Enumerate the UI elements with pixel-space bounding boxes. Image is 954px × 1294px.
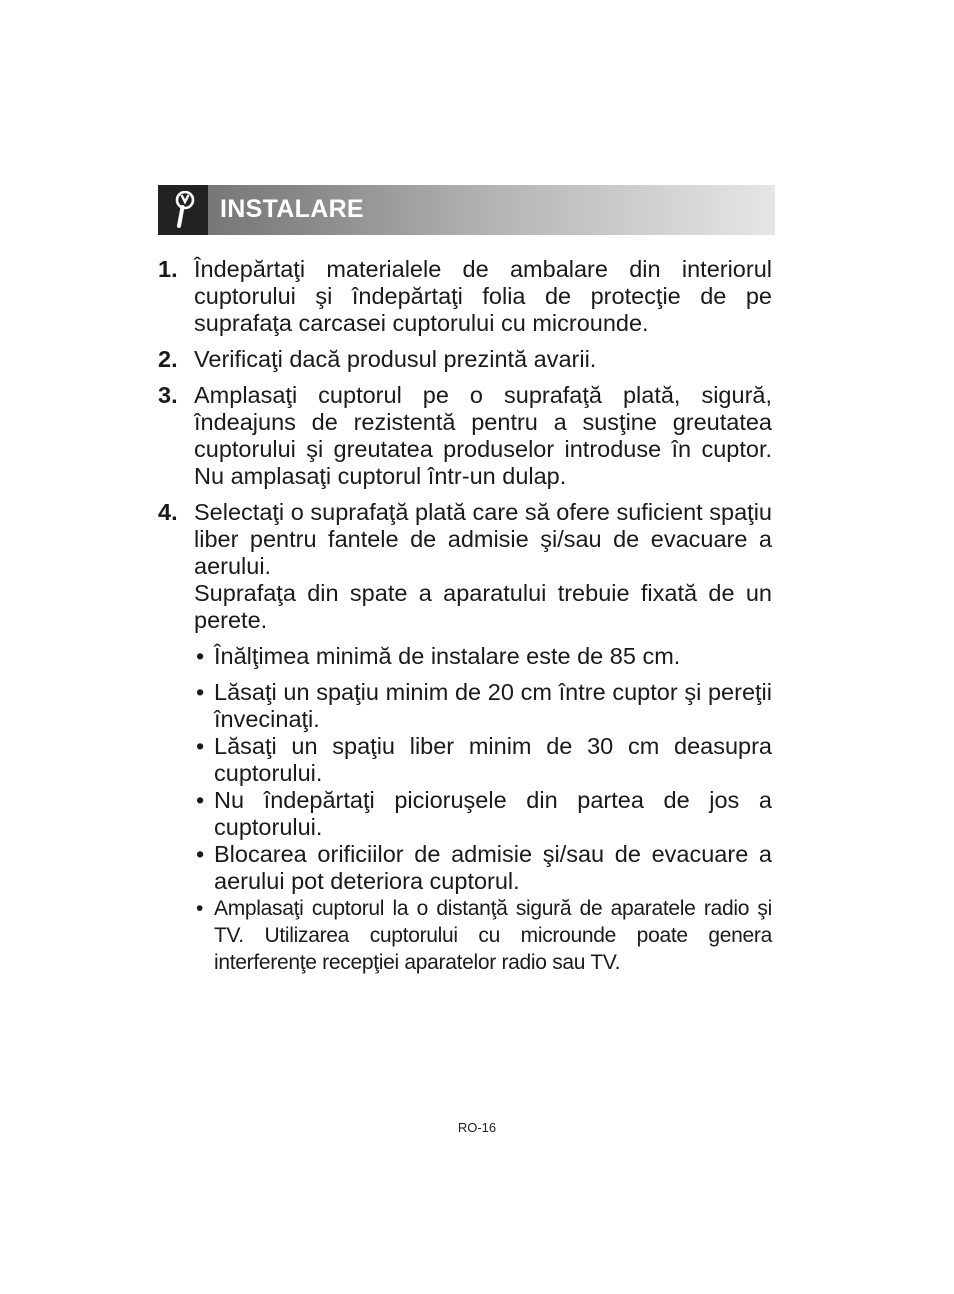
section-header xyxy=(158,185,775,235)
bullet-icon: • xyxy=(196,897,204,920)
list-item-text: Lăsaţi un spaţiu liber minim de 30 cm deasupra cuptorului. xyxy=(214,733,772,786)
list-item xyxy=(194,643,772,670)
list-item-text: Nu îndepărtaţi picioruşele din partea de jos a cuptorului. xyxy=(214,787,772,840)
list-item xyxy=(194,841,772,895)
bullet-icon: • xyxy=(196,841,205,867)
list-item-text: Amplasaţi cuptorul la o distanţă sigură de aparatele radio şi TV. Utilizarea cuptorului cu microunde poate genera interferenţe recepţiei aparatelor radio sau TV. xyxy=(214,897,772,974)
bullet-icon: • xyxy=(196,679,205,705)
installation-steps xyxy=(158,256,772,976)
step-text: Verificaţi dacă produsul prezintă avarii. xyxy=(194,346,597,372)
header-icon-box xyxy=(158,185,208,235)
list-item-text: Blocarea orificiilor de admisie şi/sau de evacuare a aerului pot deteriora cuptorul. xyxy=(214,841,772,894)
section-title: INSTALARE xyxy=(220,195,364,223)
bullet-icon: • xyxy=(196,787,205,813)
step-number: 3. xyxy=(158,382,178,408)
step-number: 4. xyxy=(158,499,178,525)
step-4 xyxy=(158,499,772,976)
list-item xyxy=(194,733,772,787)
step-1 xyxy=(158,256,772,337)
step-2 xyxy=(158,346,772,373)
step-text: Îndepărtaţi materialele de ambalare din interiorul cuptorului şi îndepărtaţi folia de protecţie de pe suprafaţa carcasei cuptorului cu microunde. xyxy=(194,256,772,336)
step-number: 2. xyxy=(158,346,178,372)
bullet-icon: • xyxy=(196,733,205,759)
list-item xyxy=(194,787,772,841)
list-item xyxy=(194,895,772,976)
list-item-text: Înălţimea minimă de instalare este de 85 cm. xyxy=(214,643,681,669)
bullet-icon: • xyxy=(196,643,205,669)
requirements-list xyxy=(194,643,772,976)
wrench-icon xyxy=(168,191,198,229)
list-item-text: Lăsaţi un spaţiu minim de 20 cm între cuptor şi pereţii învecinaţi. xyxy=(214,679,772,732)
page-number: RO-16 xyxy=(457,1120,497,1135)
step-number: 1. xyxy=(158,256,178,282)
step-text: Suprafaţa din spate a aparatului trebuie fixată de un perete. xyxy=(194,580,772,633)
step-3 xyxy=(158,382,772,490)
list-item xyxy=(194,679,772,733)
step-text: Selectaţi o suprafaţă plată care să ofere suficient spaţiu liber pentru fantele de admisie şi/sau de evacuare a aerului. xyxy=(194,499,772,579)
step-text: Amplasaţi cuptorul pe o suprafaţă plată, sigură, îndeajuns de rezistentă pentru a susţine greutatea cuptorului şi greutatea produselor introduse în cuptor. Nu amplasaţi cuptorul într-un dulap. xyxy=(194,382,772,489)
